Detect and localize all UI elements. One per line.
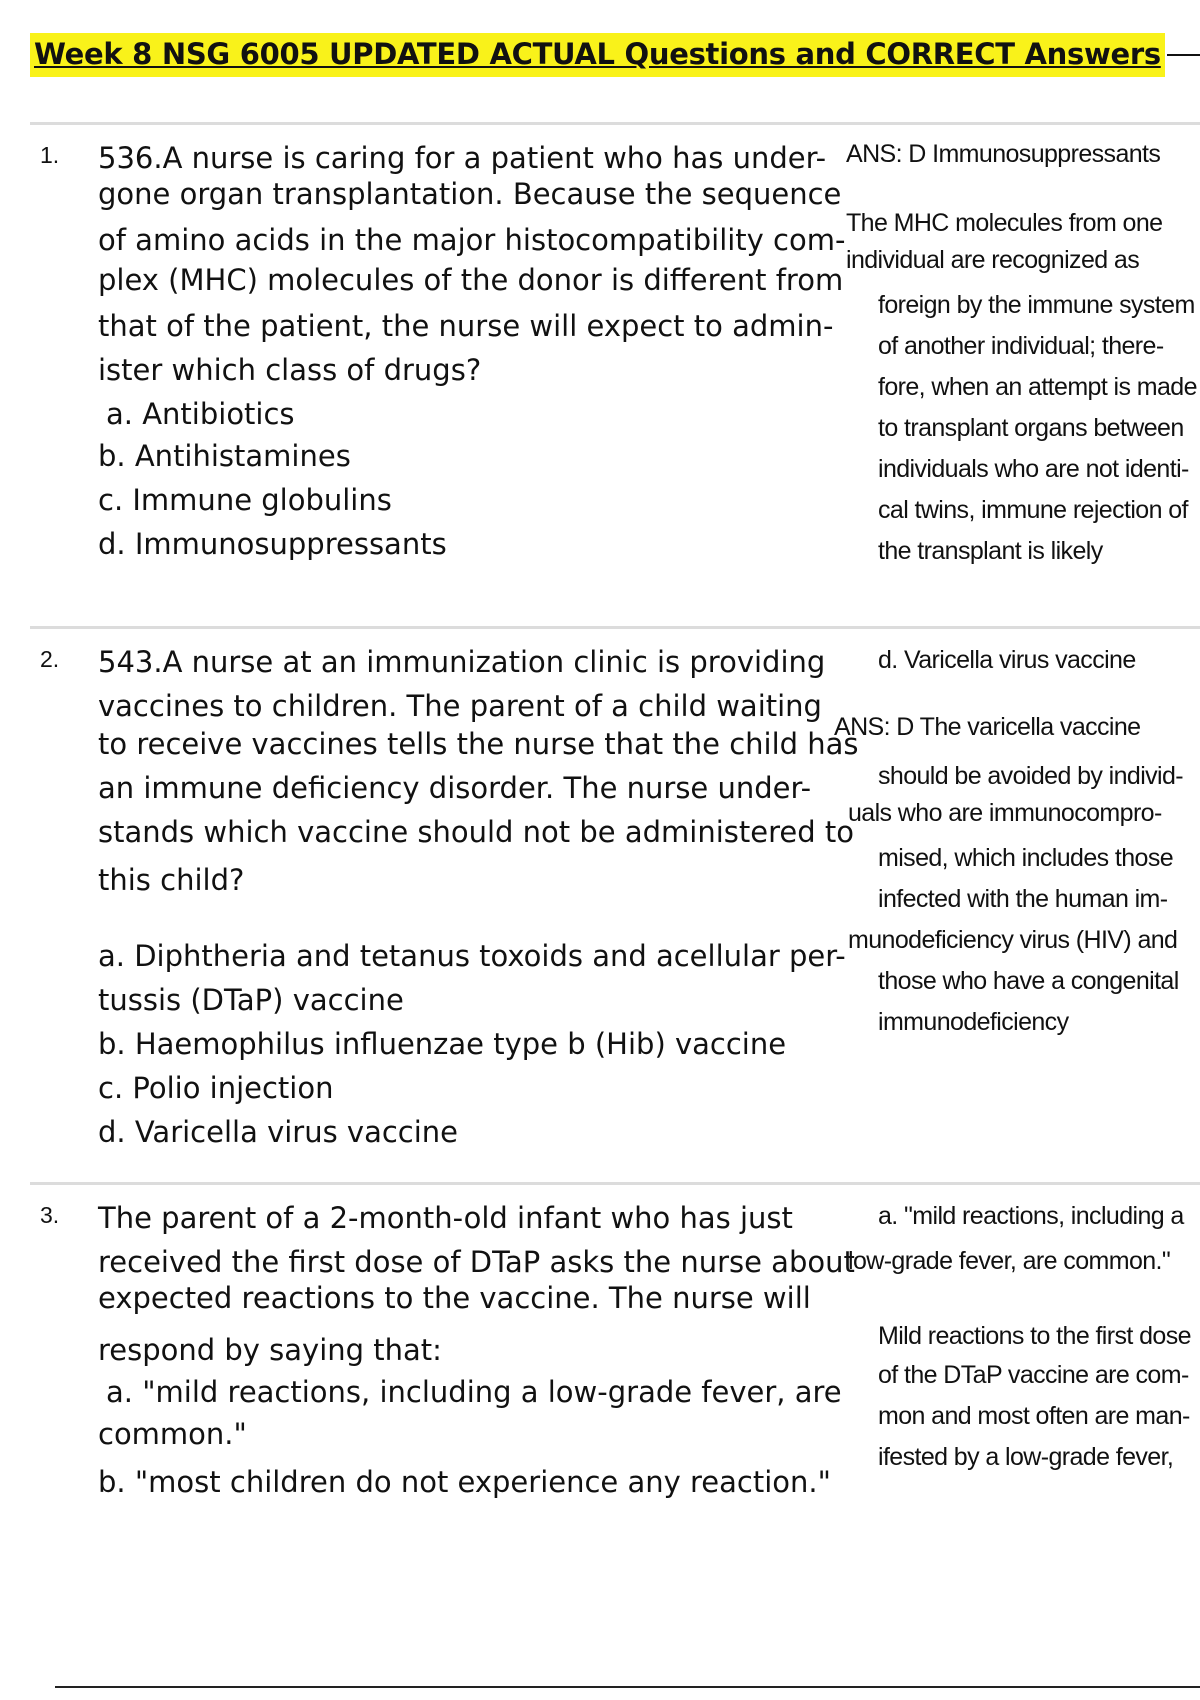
answer-option: b. Antihistamines	[98, 439, 351, 473]
answer-option: common."	[98, 1417, 247, 1451]
answer-explanation	[846, 134, 1200, 572]
answer-line: of the DTaP vaccine are com-	[878, 1361, 1189, 1389]
question-number: 2.	[40, 646, 60, 672]
answer-option: c. Polio injection	[98, 1071, 334, 1105]
answer-option: d. Varicella virus vaccine	[98, 1115, 459, 1149]
answer-option: a. Diphtheria and tetanus toxoids and acellular per-	[98, 939, 846, 973]
question-line: expected reactions to the vaccine. The nurse will	[98, 1281, 811, 1315]
question-line: to receive vaccines tells the nurse that the child has	[98, 727, 859, 761]
answer-line: ANS: D Immunosuppressants	[846, 140, 1161, 168]
question-line: 543.A nurse at an immunization clinic is providing	[98, 645, 826, 679]
answer-line: mon and most often are man-	[878, 1402, 1190, 1430]
question-text	[98, 138, 893, 564]
question-line: received the first dose of DTaP asks the nurse about	[98, 1245, 855, 1279]
answer-explanation	[850, 1196, 1200, 1478]
question-number: 1.	[40, 142, 60, 168]
answer-option: c. Immune globulins	[98, 483, 392, 517]
answer-line: individuals who are not identi-	[878, 455, 1189, 483]
answer-line: to transplant organs between	[878, 414, 1184, 442]
footer-rule	[55, 1686, 1200, 1688]
answer-line: infected with the human im-	[878, 885, 1168, 913]
divider	[30, 626, 1200, 629]
answer-option: b. Haemophilus influenzae type b (Hib) vaccine	[98, 1027, 787, 1061]
answer-line: d. Varicella virus vaccine	[878, 646, 1136, 674]
answer-explanation	[834, 640, 1200, 1043]
question-number: 3.	[40, 1202, 60, 1228]
answer-line: mised, which includes those	[878, 844, 1174, 872]
question-line: stands which vaccine should not be administered to	[98, 815, 854, 849]
question-line: ister which class of drugs?	[98, 353, 482, 387]
answer-line: low-grade fever, are common."	[848, 1247, 1171, 1275]
answer-line: the transplant is likely	[878, 537, 1103, 565]
divider	[30, 122, 1200, 125]
question-line: gone organ transplantation. Because the sequence	[98, 177, 842, 211]
answer-line: ifested by a low-grade fever,	[878, 1443, 1174, 1471]
question-line: an immune deficiency disorder. The nurse under-	[98, 771, 812, 805]
question-line: that of the patient, the nurse will expect to admin-	[98, 309, 834, 343]
page-title: Week 8 NSG 6005 UPDATED ACTUAL Questions and CORRECT Answers	[30, 33, 1165, 77]
question-line: of amino acids in the major histocompatibility com-	[98, 223, 846, 257]
answer-line: foreign by the immune system	[878, 291, 1195, 319]
divider	[30, 1182, 1200, 1185]
question-text	[98, 642, 893, 1152]
question-line: respond by saying that:	[98, 1333, 442, 1367]
answer-line: cal twins, immune rejection of	[878, 496, 1188, 524]
question-line: this child?	[98, 863, 245, 897]
answer-line: fore, when an attempt is made	[878, 373, 1197, 401]
page-title-wrap	[30, 30, 1200, 80]
answer-line: ANS: D The varicella vaccine	[834, 713, 1141, 741]
answer-line: those who have a congenital	[878, 967, 1179, 995]
answer-line: munodeficiency virus (HIV) and	[848, 926, 1178, 954]
answer-line: should be avoided by individ-	[878, 762, 1184, 790]
answer-line: a. "mild reactions, including a	[878, 1202, 1184, 1230]
question-line: 536.A nurse is caring for a patient who has under-	[98, 141, 827, 175]
answer-option: a. "mild reactions, including a low-grade fever, are	[106, 1375, 842, 1409]
question-text	[98, 1198, 893, 1502]
answer-line: immunodeficiency	[878, 1008, 1069, 1036]
answer-option: tussis (DTaP) vaccine	[98, 983, 404, 1017]
title-trailing-line	[1167, 54, 1200, 56]
answer-line: uals who are immunocompro-	[848, 799, 1162, 827]
answer-line: Mild reactions to the first dose	[878, 1322, 1191, 1350]
answer-line: The MHC molecules from one	[846, 209, 1163, 237]
answer-line: individual are recognized as	[846, 246, 1140, 274]
answer-option: d. Immunosuppressants	[98, 527, 447, 561]
answer-option: a. Antibiotics	[106, 397, 295, 431]
answer-option: b. "most children do not experience any reaction."	[98, 1465, 831, 1499]
answer-line: of another individual; there-	[878, 332, 1164, 360]
question-line: plex (MHC) molecules of the donor is different from	[98, 263, 844, 297]
question-line: vaccines to children. The parent of a child waiting	[98, 689, 822, 723]
question-line: The parent of a 2-month-old infant who has just	[98, 1201, 793, 1235]
